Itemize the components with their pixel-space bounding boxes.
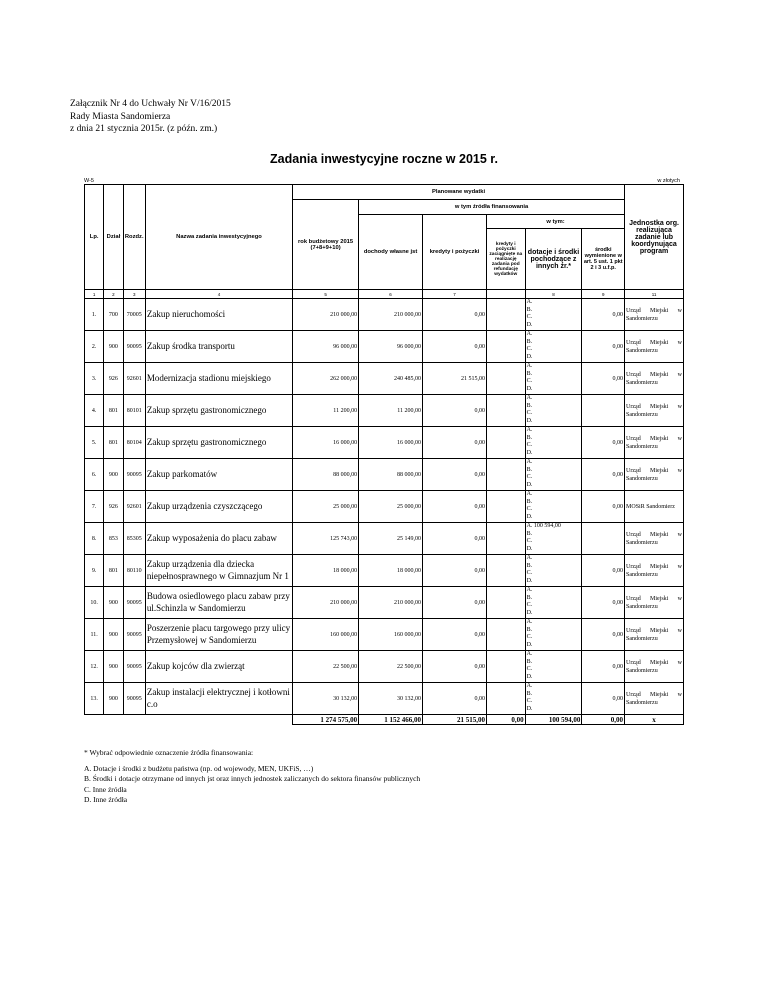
- col-srodki: środki wymienione w art. 5 ust. 1 pkt 2 i 3 u.f.p.: [582, 229, 625, 290]
- cell-rok: 210 000,00: [293, 299, 359, 331]
- cell-jednostka: Urząd Miejski w Sandomierzu: [625, 427, 684, 459]
- cell-kredyty: 0,00: [423, 555, 487, 587]
- cell-srodki: [582, 523, 625, 555]
- cell-srodki: 0,00: [582, 459, 625, 491]
- cell-nazwa: Zakup urządzenia dla dziecka niepełnosprawnego w Gimnazjum Nr 1: [145, 555, 292, 587]
- cell-ref: [486, 331, 525, 363]
- table-row: [85, 299, 684, 331]
- cell-dochody: 30 132,00: [359, 683, 423, 715]
- cell-ref: [486, 587, 525, 619]
- col-dochody: dochody własne jst: [359, 215, 423, 290]
- cell-dotacje: A. B. C. D.: [525, 651, 582, 683]
- cell-dochody: 96 000,00: [359, 331, 423, 363]
- cell-kredyty: 0,00: [423, 587, 487, 619]
- table-row: [85, 619, 684, 651]
- cell-dzial: 900: [104, 651, 123, 683]
- cell-rozdz: 90095: [123, 459, 145, 491]
- col-num: 2: [104, 290, 123, 299]
- cell-jednostka: Urząd Miejski w Sandomierzu: [625, 363, 684, 395]
- cell-dotacje: A. B. C. D.: [525, 619, 582, 651]
- cell-jednostka: Urząd Miejski w Sandomierzu: [625, 587, 684, 619]
- cell-rok: 18 000,00: [293, 555, 359, 587]
- cell-ref: [486, 427, 525, 459]
- cell-rozdz: 90095: [123, 587, 145, 619]
- cell-dzial: 801: [104, 555, 123, 587]
- footnote-line: * Wybrać odpowiednie oznaczenie źródła finansowania:: [84, 748, 254, 757]
- cell-dotacje: A. B. C. D.: [525, 299, 582, 331]
- cell-rozdz: 90095: [123, 619, 145, 651]
- cell-dzial: 900: [104, 331, 123, 363]
- col-nazwa: Nazwa zadania inwestycyjnego: [145, 185, 292, 290]
- cell-rok: 25 000,00: [293, 491, 359, 523]
- cell-dzial: 926: [104, 491, 123, 523]
- cell-jednostka: Urząd Miejski w Sandomierzu: [625, 651, 684, 683]
- cell-nazwa: Zakup sprzętu gastronomicznego: [145, 427, 292, 459]
- cell-srodki: 0,00: [582, 651, 625, 683]
- cell-ref: [486, 619, 525, 651]
- cell-lp: 13.: [85, 683, 104, 715]
- cell-dochody: 25 000,00: [359, 491, 423, 523]
- cell-rozdz: 70005: [123, 299, 145, 331]
- table-row: [85, 459, 684, 491]
- cell-kredyty: 0,00: [423, 683, 487, 715]
- col-kredyty-ref: kredyty i pożyczki zaciągnięte na realizację zadania pod refundację wydatków: [486, 229, 525, 290]
- cell-kredyty: 0,00: [423, 491, 487, 523]
- cell-dotacje: A. B. C. D.: [525, 363, 582, 395]
- total-dotacje: 100 594,00: [525, 715, 582, 725]
- cell-jednostka: Urząd Miejski w Sandomierzu: [625, 619, 684, 651]
- cell-lp: 2.: [85, 331, 104, 363]
- totals-row: [85, 715, 684, 725]
- cell-kredyty: 0,00: [423, 395, 487, 427]
- cell-ref: [486, 363, 525, 395]
- col-num: 9: [582, 290, 625, 299]
- cell-ref: [486, 491, 525, 523]
- cell-ref: [486, 555, 525, 587]
- header-line: z dnia 21 stycznia 2015r. (z późn. zm.): [70, 124, 218, 134]
- col-wtym: w tym:: [486, 215, 624, 229]
- total-ref: 0,00: [486, 715, 525, 725]
- investment-table: [84, 184, 684, 725]
- cell-rozdz: 80101: [123, 395, 145, 427]
- col-lp: Lp.: [85, 185, 104, 290]
- cell-dzial: 900: [104, 459, 123, 491]
- header-line: Załącznik Nr 4 do Uchwały Nr V/16/2015: [70, 99, 231, 109]
- col-dzial: Dział: [104, 185, 123, 290]
- currency-note: w złotych: [657, 178, 680, 184]
- cell-lp: 3.: [85, 363, 104, 395]
- cell-kredyty: 0,00: [423, 299, 487, 331]
- cell-rok: 22 500,00: [293, 651, 359, 683]
- total-kredyty: 21 515,00: [423, 715, 487, 725]
- cell-rozdz: 80104: [123, 427, 145, 459]
- cell-kredyty: 0,00: [423, 459, 487, 491]
- footnote-line: A. Dotacje i środki z budżetu państwa (np. od wojewody, MEN, UKFiS, …): [84, 764, 314, 774]
- cell-dochody: 11 200,00: [359, 395, 423, 427]
- cell-ref: [486, 459, 525, 491]
- cell-dotacje: A. B. C. D.: [525, 683, 582, 715]
- table-row: [85, 651, 684, 683]
- table-row: [85, 427, 684, 459]
- table-row: [85, 587, 684, 619]
- cell-dotacje: A. B. C. D.: [525, 427, 582, 459]
- cell-jednostka: Urząd Miejski w Sandomierzu: [625, 395, 684, 427]
- cell-ref: [486, 651, 525, 683]
- cell-nazwa: Zakup kojców dla zwierząt: [145, 651, 292, 683]
- cell-ref: [486, 683, 525, 715]
- total-dochody: 1 152 466,00: [359, 715, 423, 725]
- cell-rozdz: 90095: [123, 651, 145, 683]
- cell-dotacje: A. B. C. D.: [525, 331, 582, 363]
- col-num: 5: [293, 290, 359, 299]
- table-row: [85, 331, 684, 363]
- cell-jednostka: Urząd Miejski w Sandomierzu: [625, 683, 684, 715]
- cell-jednostka: Urząd Miejski w Sandomierzu: [625, 299, 684, 331]
- cell-dotacje: A. B. C. D.: [525, 459, 582, 491]
- total-rok: 1 274 575,00: [293, 715, 359, 725]
- footnote-line: B. Środki i dotacje otrzymane od innych jst oraz innych jednostek zaliczanych do sektora finansów publicznych: [84, 774, 421, 784]
- cell-kredyty: 21 515,00: [423, 363, 487, 395]
- cell-dochody: 160 000,00: [359, 619, 423, 651]
- cell-nazwa: Modernizacja stadionu miejskiego: [145, 363, 292, 395]
- cell-dochody: 25 149,00: [359, 523, 423, 555]
- cell-nazwa: Zakup nieruchomości: [145, 299, 292, 331]
- col-num: 3: [123, 290, 145, 299]
- cell-rozdz: 80110: [123, 555, 145, 587]
- cell-srodki: 0,00: [582, 491, 625, 523]
- col-planowane: Planowane wydatki: [293, 185, 625, 200]
- cell-lp: 9.: [85, 555, 104, 587]
- cell-nazwa: Zakup wyposażenia do placu zabaw: [145, 523, 292, 555]
- col-num: 4: [145, 290, 292, 299]
- cell-kredyty: 0,00: [423, 523, 487, 555]
- cell-rozdz: 85305: [123, 523, 145, 555]
- cell-kredyty: 0,00: [423, 619, 487, 651]
- cell-jednostka: MOSiR Sandomierz: [625, 491, 684, 523]
- col-rozdz: Rozdz.: [123, 185, 145, 290]
- cell-srodki: [582, 395, 625, 427]
- table-row: [85, 491, 684, 523]
- cell-lp: 12.: [85, 651, 104, 683]
- header-block: [70, 98, 231, 136]
- footnote: [84, 748, 420, 805]
- cell-nazwa: Zakup sprzętu gastronomicznego: [145, 395, 292, 427]
- cell-dzial: 801: [104, 427, 123, 459]
- table-row: [85, 363, 684, 395]
- cell-dochody: 22 500,00: [359, 651, 423, 683]
- cell-lp: 11.: [85, 619, 104, 651]
- cell-rok: 30 132,00: [293, 683, 359, 715]
- col-jednostka: Jednostka org. realizująca zadanie lub koordynująca program: [625, 185, 684, 290]
- cell-rozdz: 90095: [123, 683, 145, 715]
- cell-dzial: 900: [104, 683, 123, 715]
- col-dotacje: dotacje i środki pochodzące z innych źr.*: [525, 229, 582, 290]
- cell-rozdz: 90095: [123, 331, 145, 363]
- cell-lp: 7.: [85, 491, 104, 523]
- table-row: [85, 555, 684, 587]
- cell-nazwa: Zakup parkomatów: [145, 459, 292, 491]
- cell-dochody: 210 000,00: [359, 299, 423, 331]
- footnote-line: D. Inne źródła: [84, 794, 128, 804]
- cell-rok: 88 000,00: [293, 459, 359, 491]
- total-jednostka: x: [625, 715, 684, 725]
- cell-ref: [486, 523, 525, 555]
- cell-srodki: 0,00: [582, 363, 625, 395]
- col-num: 7: [423, 290, 487, 299]
- cell-nazwa: Zakup środka transportu: [145, 331, 292, 363]
- cell-dzial: 926: [104, 363, 123, 395]
- cell-lp: 5.: [85, 427, 104, 459]
- footnote-line: C. Inne źródła: [84, 784, 127, 794]
- cell-rok: 11 200,00: [293, 395, 359, 427]
- cell-srodki: 0,00: [582, 683, 625, 715]
- cell-dochody: 210 000,00: [359, 587, 423, 619]
- table-row: [85, 395, 684, 427]
- cell-nazwa: Zakup instalacji elektrycznej i kotłowni c.o: [145, 683, 292, 715]
- cell-dochody: 240 485,00: [359, 363, 423, 395]
- cell-lp: 6.: [85, 459, 104, 491]
- form-code: W-5: [84, 178, 94, 184]
- cell-dotacje: A. B. C. D.: [525, 555, 582, 587]
- cell-nazwa: Poszerzenie placu targowego przy ulicy Przemysłowej w Sandomierzu: [145, 619, 292, 651]
- cell-dzial: 801: [104, 395, 123, 427]
- cell-srodki: 0,00: [582, 619, 625, 651]
- cell-dotacje: A. B. C. D.: [525, 587, 582, 619]
- table-row: [85, 683, 684, 715]
- cell-jednostka: Urząd Miejski w Sandomierzu: [625, 331, 684, 363]
- cell-dzial: 900: [104, 587, 123, 619]
- col-num: 6: [359, 290, 423, 299]
- col-kredyty: kredyty i pożyczki: [423, 215, 487, 290]
- cell-dochody: 16 000,00: [359, 427, 423, 459]
- cell-kredyty: 0,00: [423, 651, 487, 683]
- cell-rok: 262 000,00: [293, 363, 359, 395]
- page-title: Zadania inwestycyjne roczne w 2015 r.: [270, 152, 498, 166]
- cell-lp: 1.: [85, 299, 104, 331]
- cell-lp: 10.: [85, 587, 104, 619]
- cell-kredyty: 0,00: [423, 331, 487, 363]
- cell-rok: 160 000,00: [293, 619, 359, 651]
- cell-rok: 96 000,00: [293, 331, 359, 363]
- cell-dzial: 900: [104, 619, 123, 651]
- cell-srodki: 0,00: [582, 299, 625, 331]
- cell-lp: 4.: [85, 395, 104, 427]
- col-zrodla: w tym źródła finansowania: [359, 200, 625, 215]
- col-num: 1: [85, 290, 104, 299]
- header-line: Rady Miasta Sandomierza: [70, 111, 171, 122]
- cell-jednostka: Urząd Miejski w Sandomierzu: [625, 459, 684, 491]
- cell-srodki: 0,00: [582, 427, 625, 459]
- col-num: 11: [625, 290, 684, 299]
- cell-jednostka: Urząd Miejski w Sandomierzu: [625, 555, 684, 587]
- col-num: 8: [525, 290, 582, 299]
- cell-dotacje: A. 100 594,00 B. C. D.: [525, 523, 582, 555]
- cell-dotacje: A. B. C. D.: [525, 491, 582, 523]
- cell-ref: [486, 395, 525, 427]
- cell-rozdz: 92601: [123, 363, 145, 395]
- cell-dzial: 700: [104, 299, 123, 331]
- cell-srodki: 0,00: [582, 331, 625, 363]
- cell-dochody: 18 000,00: [359, 555, 423, 587]
- total-srodki: 0,00: [582, 715, 625, 725]
- cell-srodki: 0,00: [582, 587, 625, 619]
- cell-rozdz: 92601: [123, 491, 145, 523]
- table-row: [85, 523, 684, 555]
- cell-kredyty: 0,00: [423, 427, 487, 459]
- cell-srodki: 0,00: [582, 555, 625, 587]
- col-num: [486, 290, 525, 299]
- cell-jednostka: Urząd Miejski w Sandomierzu: [625, 523, 684, 555]
- cell-rok: 125 743,00: [293, 523, 359, 555]
- cell-rok: 16 000,00: [293, 427, 359, 459]
- cell-nazwa: Zakup urządzenia czyszczącego: [145, 491, 292, 523]
- col-rok: rok budżetowy 2015 (7+8+9+10): [293, 200, 359, 290]
- cell-lp: 8.: [85, 523, 104, 555]
- cell-dotacje: A. B. C. D.: [525, 395, 582, 427]
- cell-ref: [486, 299, 525, 331]
- cell-nazwa: Budowa osiedlowego placu zabaw przy ul.Schinzla w Sandomierzu: [145, 587, 292, 619]
- cell-rok: 210 000,00: [293, 587, 359, 619]
- cell-dochody: 88 000,00: [359, 459, 423, 491]
- cell-dzial: 853: [104, 523, 123, 555]
